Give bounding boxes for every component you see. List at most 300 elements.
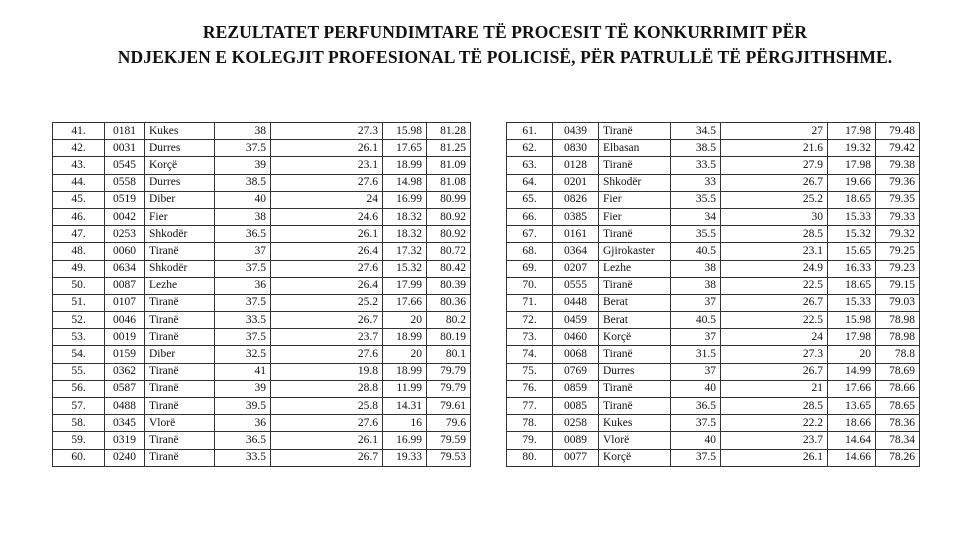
city-cell: Tiranë <box>145 294 215 311</box>
code-cell: 0077 <box>553 449 599 466</box>
total-cell: 80.99 <box>427 191 471 208</box>
score-2-cell: 26.7 <box>721 363 828 380</box>
score-3-cell: 18.65 <box>828 277 876 294</box>
score-3-cell: 15.98 <box>383 123 427 140</box>
score-1-cell: 37 <box>671 363 721 380</box>
score-1-cell: 37.5 <box>215 294 271 311</box>
code-cell: 0159 <box>105 346 145 363</box>
score-2-cell: 26.7 <box>721 294 828 311</box>
code-cell: 0448 <box>553 294 599 311</box>
city-cell: Fier <box>599 208 671 225</box>
score-3-cell: 16 <box>383 415 427 432</box>
score-2-cell: 28.5 <box>721 398 828 415</box>
total-cell: 79.59 <box>427 432 471 449</box>
city-cell: Lezhe <box>145 277 215 294</box>
total-cell: 80.92 <box>427 208 471 225</box>
total-cell: 80.92 <box>427 226 471 243</box>
table-row <box>53 191 471 208</box>
table-row <box>507 208 920 225</box>
table-row <box>507 277 920 294</box>
score-2-cell: 27.9 <box>721 157 828 174</box>
score-3-cell: 20 <box>383 312 427 329</box>
score-3-cell: 17.98 <box>828 157 876 174</box>
score-1-cell: 38.5 <box>215 174 271 191</box>
rank-cell: 41. <box>53 123 105 140</box>
score-3-cell: 17.66 <box>828 380 876 397</box>
total-cell: 79.23 <box>876 260 920 277</box>
table-row <box>507 346 920 363</box>
code-cell: 0634 <box>105 260 145 277</box>
city-cell: Diber <box>145 346 215 363</box>
score-2-cell: 28.8 <box>271 380 383 397</box>
city-cell: Tiranë <box>145 363 215 380</box>
rank-cell: 50. <box>53 277 105 294</box>
total-cell: 78.69 <box>876 363 920 380</box>
rank-cell: 70. <box>507 277 553 294</box>
code-cell: 0385 <box>553 208 599 225</box>
score-1-cell: 39 <box>215 380 271 397</box>
city-cell: Fier <box>599 191 671 208</box>
score-1-cell: 40 <box>215 191 271 208</box>
score-1-cell: 37 <box>215 243 271 260</box>
score-2-cell: 21 <box>721 380 828 397</box>
code-cell: 0181 <box>105 123 145 140</box>
score-3-cell: 14.98 <box>383 174 427 191</box>
table-row <box>507 157 920 174</box>
total-cell: 79.35 <box>876 191 920 208</box>
score-3-cell: 17.66 <box>383 294 427 311</box>
score-1-cell: 40 <box>671 380 721 397</box>
table-row <box>507 380 920 397</box>
rank-cell: 80. <box>507 449 553 466</box>
score-1-cell: 38 <box>215 123 271 140</box>
score-2-cell: 23.1 <box>271 157 383 174</box>
total-cell: 78.8 <box>876 346 920 363</box>
score-1-cell: 33.5 <box>215 312 271 329</box>
score-1-cell: 38.5 <box>671 140 721 157</box>
score-1-cell: 39.5 <box>215 398 271 415</box>
rank-cell: 61. <box>507 123 553 140</box>
score-2-cell: 27.3 <box>271 123 383 140</box>
rank-cell: 66. <box>507 208 553 225</box>
score-3-cell: 17.65 <box>383 140 427 157</box>
score-2-cell: 27 <box>721 123 828 140</box>
rank-cell: 68. <box>507 243 553 260</box>
score-1-cell: 32.5 <box>215 346 271 363</box>
score-2-cell: 26.1 <box>271 432 383 449</box>
total-cell: 81.28 <box>427 123 471 140</box>
city-cell: Durres <box>145 140 215 157</box>
score-1-cell: 38 <box>215 208 271 225</box>
city-cell: Tiranë <box>145 398 215 415</box>
code-cell: 0439 <box>553 123 599 140</box>
table-row <box>507 363 920 380</box>
total-cell: 78.98 <box>876 329 920 346</box>
table-row <box>53 415 471 432</box>
score-2-cell: 26.1 <box>271 226 383 243</box>
score-3-cell: 14.64 <box>828 432 876 449</box>
score-3-cell: 16.99 <box>383 191 427 208</box>
table-row <box>53 226 471 243</box>
rank-cell: 54. <box>53 346 105 363</box>
city-cell: Tiranë <box>145 243 215 260</box>
score-1-cell: 35.5 <box>671 191 721 208</box>
code-cell: 0085 <box>553 398 599 415</box>
table-row <box>53 157 471 174</box>
city-cell: Tiranë <box>145 449 215 466</box>
total-cell: 79.61 <box>427 398 471 415</box>
total-cell: 79.36 <box>876 174 920 191</box>
score-2-cell: 23.7 <box>271 329 383 346</box>
score-2-cell: 25.2 <box>721 191 828 208</box>
score-3-cell: 14.99 <box>828 363 876 380</box>
table-row <box>507 226 920 243</box>
rank-cell: 53. <box>53 329 105 346</box>
score-1-cell: 40.5 <box>671 243 721 260</box>
table-row <box>53 123 471 140</box>
score-1-cell: 41 <box>215 363 271 380</box>
score-1-cell: 38 <box>671 277 721 294</box>
score-2-cell: 27.6 <box>271 260 383 277</box>
city-cell: Tiranë <box>599 398 671 415</box>
city-cell: Korçë <box>599 449 671 466</box>
rank-cell: 74. <box>507 346 553 363</box>
city-cell: Durres <box>599 363 671 380</box>
rank-cell: 78. <box>507 415 553 432</box>
score-3-cell: 15.32 <box>383 260 427 277</box>
code-cell: 0558 <box>105 174 145 191</box>
score-2-cell: 22.2 <box>721 415 828 432</box>
city-cell: Berat <box>599 312 671 329</box>
table-row <box>53 312 471 329</box>
total-cell: 79.03 <box>876 294 920 311</box>
table-row <box>507 260 920 277</box>
rank-cell: 62. <box>507 140 553 157</box>
table-row <box>507 398 920 415</box>
score-3-cell: 15.98 <box>828 312 876 329</box>
score-2-cell: 26.7 <box>721 174 828 191</box>
table-row <box>53 294 471 311</box>
rank-cell: 44. <box>53 174 105 191</box>
score-1-cell: 38 <box>671 260 721 277</box>
score-1-cell: 37.5 <box>215 329 271 346</box>
score-2-cell: 22.5 <box>721 277 828 294</box>
score-2-cell: 27.6 <box>271 346 383 363</box>
score-3-cell: 13.65 <box>828 398 876 415</box>
score-3-cell: 15.32 <box>828 226 876 243</box>
score-3-cell: 16.99 <box>383 432 427 449</box>
score-1-cell: 33.5 <box>671 157 721 174</box>
code-cell: 0345 <box>105 415 145 432</box>
city-cell: Shkodër <box>145 260 215 277</box>
total-cell: 79.79 <box>427 363 471 380</box>
rank-cell: 65. <box>507 191 553 208</box>
table-row <box>53 208 471 225</box>
score-1-cell: 36 <box>215 277 271 294</box>
code-cell: 0555 <box>553 277 599 294</box>
rank-cell: 46. <box>53 208 105 225</box>
total-cell: 78.98 <box>876 312 920 329</box>
score-1-cell: 36 <box>215 415 271 432</box>
table-row <box>53 277 471 294</box>
rank-cell: 77. <box>507 398 553 415</box>
score-2-cell: 27.6 <box>271 174 383 191</box>
total-cell: 79.42 <box>876 140 920 157</box>
score-1-cell: 33 <box>671 174 721 191</box>
total-cell: 79.38 <box>876 157 920 174</box>
table-row <box>507 243 920 260</box>
score-2-cell: 30 <box>721 208 828 225</box>
code-cell: 0545 <box>105 157 145 174</box>
code-cell: 0089 <box>553 432 599 449</box>
table-row <box>507 191 920 208</box>
score-2-cell: 24 <box>721 329 828 346</box>
rank-cell: 48. <box>53 243 105 260</box>
code-cell: 0201 <box>553 174 599 191</box>
code-cell: 0364 <box>553 243 599 260</box>
rank-cell: 59. <box>53 432 105 449</box>
score-1-cell: 34.5 <box>671 123 721 140</box>
total-cell: 78.26 <box>876 449 920 466</box>
score-2-cell: 24.6 <box>271 208 383 225</box>
rank-cell: 51. <box>53 294 105 311</box>
total-cell: 79.48 <box>876 123 920 140</box>
total-cell: 80.72 <box>427 243 471 260</box>
table-row <box>507 174 920 191</box>
score-2-cell: 24 <box>271 191 383 208</box>
code-cell: 0107 <box>105 294 145 311</box>
city-cell: Tiranë <box>145 432 215 449</box>
total-cell: 78.66 <box>876 380 920 397</box>
score-3-cell: 17.98 <box>828 123 876 140</box>
city-cell: Tiranë <box>599 157 671 174</box>
score-2-cell: 27.6 <box>271 415 383 432</box>
total-cell: 79.6 <box>427 415 471 432</box>
city-cell: Berat <box>599 294 671 311</box>
code-cell: 0488 <box>105 398 145 415</box>
city-cell: Durres <box>145 174 215 191</box>
city-cell: Korçë <box>145 157 215 174</box>
score-2-cell: 22.5 <box>721 312 828 329</box>
city-cell: Tiranë <box>599 277 671 294</box>
results-table-right <box>506 122 920 467</box>
code-cell: 0207 <box>553 260 599 277</box>
rank-cell: 52. <box>53 312 105 329</box>
score-3-cell: 19.33 <box>383 449 427 466</box>
table-row <box>53 432 471 449</box>
code-cell: 0362 <box>105 363 145 380</box>
code-cell: 0319 <box>105 432 145 449</box>
code-cell: 0830 <box>553 140 599 157</box>
table-row <box>53 329 471 346</box>
score-2-cell: 24.9 <box>721 260 828 277</box>
score-3-cell: 14.66 <box>828 449 876 466</box>
score-2-cell: 25.2 <box>271 294 383 311</box>
score-2-cell: 21.6 <box>721 140 828 157</box>
city-cell: Korçë <box>599 329 671 346</box>
rank-cell: 67. <box>507 226 553 243</box>
table-row <box>53 363 471 380</box>
code-cell: 0042 <box>105 208 145 225</box>
table-row <box>53 140 471 157</box>
table-row <box>507 312 920 329</box>
code-cell: 0161 <box>553 226 599 243</box>
score-3-cell: 17.32 <box>383 243 427 260</box>
table-row <box>507 415 920 432</box>
code-cell: 0859 <box>553 380 599 397</box>
rank-cell: 42. <box>53 140 105 157</box>
rank-cell: 71. <box>507 294 553 311</box>
code-cell: 0240 <box>105 449 145 466</box>
score-3-cell: 20 <box>828 346 876 363</box>
city-cell: Gjirokaster <box>599 243 671 260</box>
score-1-cell: 40 <box>671 432 721 449</box>
score-1-cell: 31.5 <box>671 346 721 363</box>
table-row <box>53 174 471 191</box>
city-cell: Tiranë <box>599 346 671 363</box>
score-3-cell: 17.99 <box>383 277 427 294</box>
rank-cell: 45. <box>53 191 105 208</box>
score-1-cell: 36.5 <box>215 432 271 449</box>
rank-cell: 75. <box>507 363 553 380</box>
title-line-2: NDJEKJEN E KOLEGJIT PROFESIONAL TË POLICISË, PËR PATRULLË TË PËRGJITHSHME. <box>117 47 893 67</box>
code-cell: 0046 <box>105 312 145 329</box>
city-cell: Tiranë <box>599 226 671 243</box>
score-1-cell: 40.5 <box>671 312 721 329</box>
table-row <box>53 243 471 260</box>
total-cell: 79.79 <box>427 380 471 397</box>
score-1-cell: 34 <box>671 208 721 225</box>
total-cell: 79.25 <box>876 243 920 260</box>
code-cell: 0128 <box>553 157 599 174</box>
city-cell: Tiranë <box>599 123 671 140</box>
score-2-cell: 28.5 <box>721 226 828 243</box>
title-line-1: REZULTATET PERFUNDIMTARE TË PROCESIT TË KONKURRIMIT PËR <box>202 22 808 42</box>
rank-cell: 69. <box>507 260 553 277</box>
total-cell: 80.1 <box>427 346 471 363</box>
table-row <box>507 329 920 346</box>
code-cell: 0087 <box>105 277 145 294</box>
results-table-left <box>52 122 471 467</box>
city-cell: Tiranë <box>145 312 215 329</box>
city-cell: Tiranë <box>145 380 215 397</box>
rank-cell: 63. <box>507 157 553 174</box>
city-cell: Kukes <box>145 123 215 140</box>
code-cell: 0459 <box>553 312 599 329</box>
table-row <box>507 432 920 449</box>
rank-cell: 57. <box>53 398 105 415</box>
total-cell: 81.09 <box>427 157 471 174</box>
score-3-cell: 20 <box>383 346 427 363</box>
code-cell: 0068 <box>553 346 599 363</box>
table-row <box>53 398 471 415</box>
total-cell: 79.33 <box>876 208 920 225</box>
city-cell: Fier <box>145 208 215 225</box>
score-2-cell: 26.1 <box>721 449 828 466</box>
score-3-cell: 18.32 <box>383 208 427 225</box>
score-3-cell: 18.99 <box>383 157 427 174</box>
rank-cell: 58. <box>53 415 105 432</box>
city-cell: Lezhe <box>599 260 671 277</box>
city-cell: Kukes <box>599 415 671 432</box>
score-3-cell: 19.32 <box>828 140 876 157</box>
city-cell: Vlorë <box>145 415 215 432</box>
table-row <box>507 140 920 157</box>
score-1-cell: 39 <box>215 157 271 174</box>
score-1-cell: 36.5 <box>671 398 721 415</box>
code-cell: 0060 <box>105 243 145 260</box>
score-3-cell: 16.33 <box>828 260 876 277</box>
total-cell: 79.15 <box>876 277 920 294</box>
score-3-cell: 14.31 <box>383 398 427 415</box>
score-2-cell: 26.1 <box>271 140 383 157</box>
code-cell: 0460 <box>553 329 599 346</box>
table-row <box>53 380 471 397</box>
table-row <box>53 346 471 363</box>
city-cell: Diber <box>145 191 215 208</box>
score-3-cell: 18.99 <box>383 363 427 380</box>
score-3-cell: 18.99 <box>383 329 427 346</box>
city-cell: Tiranë <box>599 380 671 397</box>
score-1-cell: 37 <box>671 294 721 311</box>
code-cell: 0587 <box>105 380 145 397</box>
rank-cell: 47. <box>53 226 105 243</box>
code-cell: 0519 <box>105 191 145 208</box>
score-1-cell: 37.5 <box>671 449 721 466</box>
code-cell: 0258 <box>553 415 599 432</box>
score-2-cell: 23.1 <box>721 243 828 260</box>
rank-cell: 72. <box>507 312 553 329</box>
score-2-cell: 25.8 <box>271 398 383 415</box>
score-1-cell: 35.5 <box>671 226 721 243</box>
rank-cell: 60. <box>53 449 105 466</box>
score-1-cell: 37.5 <box>215 260 271 277</box>
city-cell: Shkodër <box>145 226 215 243</box>
total-cell: 81.25 <box>427 140 471 157</box>
city-cell: Shkodër <box>599 174 671 191</box>
rank-cell: 79. <box>507 432 553 449</box>
code-cell: 0019 <box>105 329 145 346</box>
code-cell: 0031 <box>105 140 145 157</box>
total-cell: 79.53 <box>427 449 471 466</box>
score-2-cell: 26.4 <box>271 243 383 260</box>
rank-cell: 55. <box>53 363 105 380</box>
total-cell: 78.65 <box>876 398 920 415</box>
table-row <box>53 449 471 466</box>
rank-cell: 76. <box>507 380 553 397</box>
code-cell: 0253 <box>105 226 145 243</box>
score-1-cell: 36.5 <box>215 226 271 243</box>
score-2-cell: 26.7 <box>271 312 383 329</box>
score-2-cell: 23.7 <box>721 432 828 449</box>
rank-cell: 43. <box>53 157 105 174</box>
score-3-cell: 18.65 <box>828 191 876 208</box>
total-cell: 78.36 <box>876 415 920 432</box>
score-3-cell: 11.99 <box>383 380 427 397</box>
rank-cell: 64. <box>507 174 553 191</box>
code-cell: 0826 <box>553 191 599 208</box>
score-3-cell: 15.33 <box>828 208 876 225</box>
total-cell: 80.36 <box>427 294 471 311</box>
rank-cell: 49. <box>53 260 105 277</box>
score-3-cell: 18.32 <box>383 226 427 243</box>
table-row <box>507 123 920 140</box>
total-cell: 80.19 <box>427 329 471 346</box>
score-3-cell: 18.66 <box>828 415 876 432</box>
total-cell: 79.32 <box>876 226 920 243</box>
rank-cell: 56. <box>53 380 105 397</box>
rank-cell: 73. <box>507 329 553 346</box>
